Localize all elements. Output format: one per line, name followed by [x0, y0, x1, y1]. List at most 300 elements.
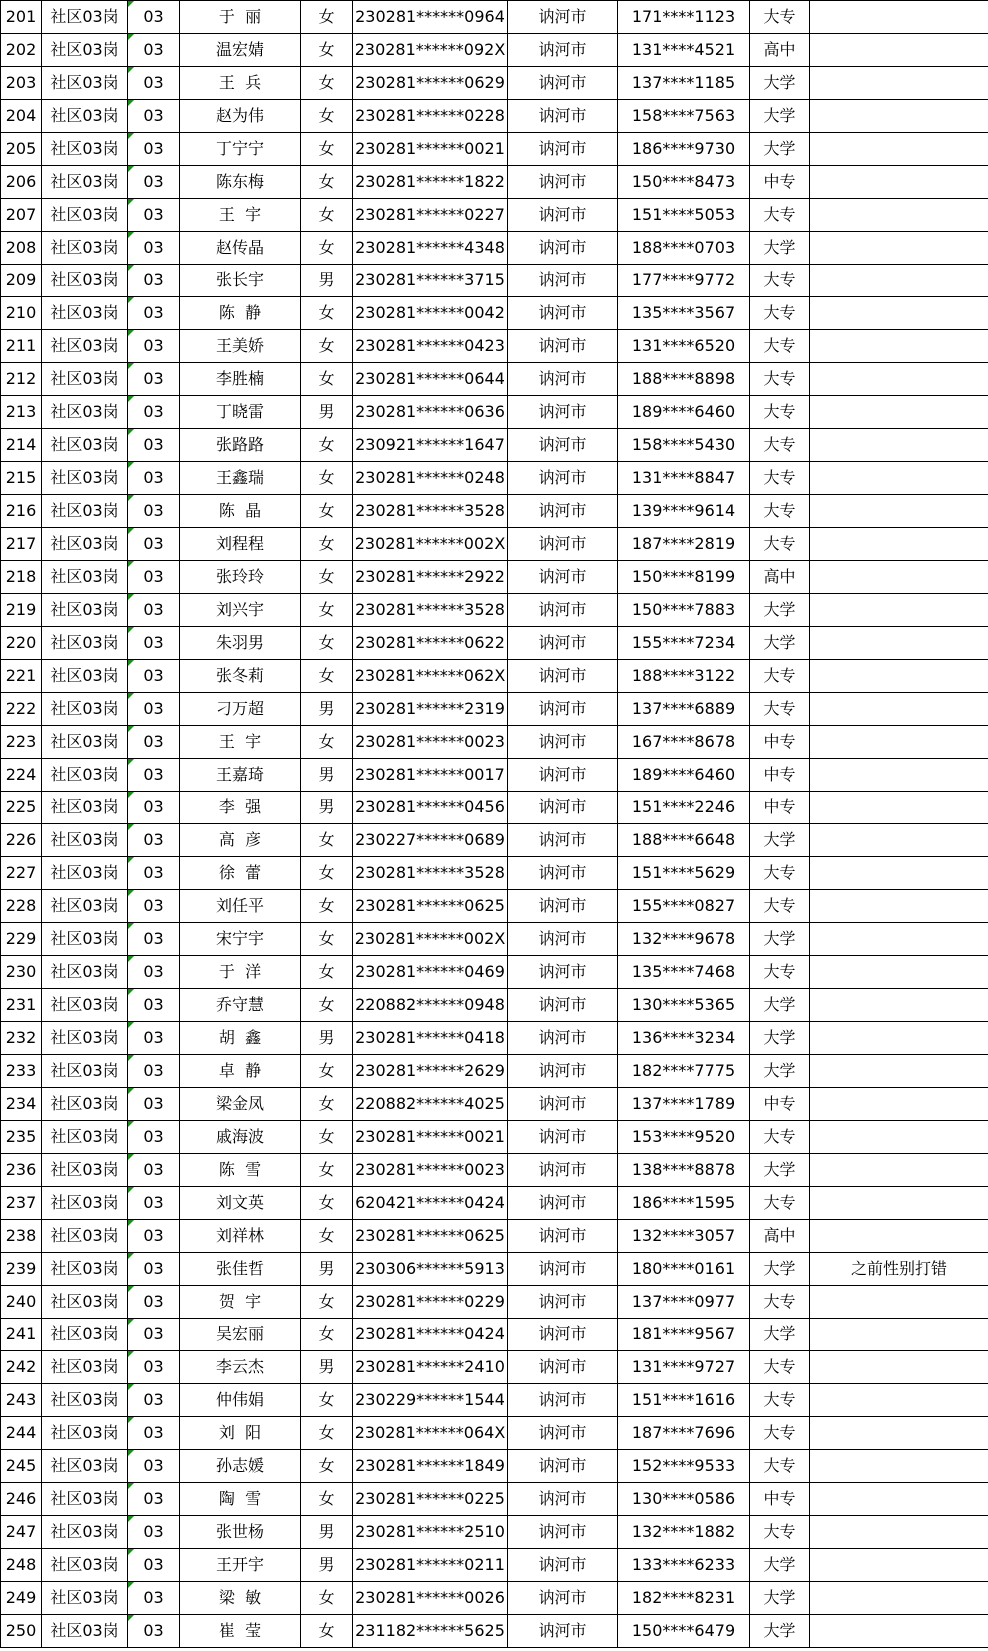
city-cell: 讷河市	[508, 330, 618, 363]
id-number-cell: 230281******0042	[353, 297, 508, 330]
education-cell: 中专	[750, 791, 810, 824]
phone-cell: 188****0703	[618, 231, 750, 264]
gender-cell: 男	[301, 1351, 353, 1384]
table-row	[1, 33, 988, 66]
post-name-cell: 社区03岗	[42, 626, 128, 659]
phone-cell: 133****6233	[618, 1549, 750, 1582]
city-cell: 讷河市	[508, 1614, 618, 1647]
post-name-cell: 社区03岗	[42, 1384, 128, 1417]
education-cell: 大学	[750, 1582, 810, 1615]
phone-cell: 130****5365	[618, 989, 750, 1022]
education-cell: 大专	[750, 890, 810, 923]
post-code-cell: 03	[128, 231, 180, 264]
row-number-cell: 246	[1, 1483, 42, 1516]
post-name-cell: 社区03岗	[42, 396, 128, 429]
person-name-cell: 高 彦	[180, 824, 301, 857]
person-name-cell: 张冬莉	[180, 659, 301, 692]
phone-cell: 139****9614	[618, 495, 750, 528]
id-number-cell: 230281******3528	[353, 593, 508, 626]
person-name-cell: 陈 静	[180, 297, 301, 330]
person-name-cell: 王 宇	[180, 725, 301, 758]
row-number-cell: 233	[1, 1055, 42, 1088]
row-number-cell: 234	[1, 1087, 42, 1120]
city-cell: 讷河市	[508, 528, 618, 561]
phone-cell: 150****7883	[618, 593, 750, 626]
id-number-cell: 230281******0021	[353, 1120, 508, 1153]
education-cell: 大学	[750, 1252, 810, 1285]
post-code-cell: 03	[128, 1219, 180, 1252]
gender-cell: 女	[301, 824, 353, 857]
table-row	[1, 429, 988, 462]
phone-cell: 188****8898	[618, 363, 750, 396]
row-number-cell: 243	[1, 1384, 42, 1417]
education-cell: 大专	[750, 495, 810, 528]
gender-cell: 女	[301, 1417, 353, 1450]
gender-cell: 女	[301, 1318, 353, 1351]
row-number-cell: 220	[1, 626, 42, 659]
gender-cell: 男	[301, 1252, 353, 1285]
remark-cell	[810, 692, 988, 725]
id-number-cell: 230281******0017	[353, 758, 508, 791]
phone-cell: 150****8199	[618, 560, 750, 593]
row-number-cell: 244	[1, 1417, 42, 1450]
education-cell: 大专	[750, 264, 810, 297]
id-number-cell: 230281******2922	[353, 560, 508, 593]
post-code-cell: 03	[128, 1022, 180, 1055]
id-number-cell: 230281******4348	[353, 231, 508, 264]
post-name-cell: 社区03岗	[42, 824, 128, 857]
city-cell: 讷河市	[508, 33, 618, 66]
post-name-cell: 社区03岗	[42, 923, 128, 956]
education-cell: 大专	[750, 1120, 810, 1153]
phone-cell: 189****6460	[618, 396, 750, 429]
gender-cell: 女	[301, 989, 353, 1022]
post-name-cell: 社区03岗	[42, 132, 128, 165]
post-code-cell: 03	[128, 1055, 180, 1088]
education-cell: 大专	[750, 1285, 810, 1318]
city-cell: 讷河市	[508, 1516, 618, 1549]
id-number-cell: 620421******0424	[353, 1186, 508, 1219]
person-name-cell: 张玲玲	[180, 560, 301, 593]
table-row	[1, 363, 988, 396]
gender-cell: 女	[301, 297, 353, 330]
city-cell: 讷河市	[508, 198, 618, 231]
post-name-cell: 社区03岗	[42, 297, 128, 330]
education-cell: 大专	[750, 1186, 810, 1219]
gender-cell: 女	[301, 890, 353, 923]
person-name-cell: 李 强	[180, 791, 301, 824]
row-number-cell: 212	[1, 363, 42, 396]
post-code-cell: 03	[128, 99, 180, 132]
city-cell: 讷河市	[508, 824, 618, 857]
person-name-cell: 卓 静	[180, 1055, 301, 1088]
remark-cell	[810, 198, 988, 231]
person-name-cell: 戚海波	[180, 1120, 301, 1153]
phone-cell: 158****7563	[618, 99, 750, 132]
id-number-cell: 230281******0023	[353, 725, 508, 758]
table-row	[1, 890, 988, 923]
education-cell: 大专	[750, 363, 810, 396]
table-row	[1, 1384, 988, 1417]
person-name-cell: 乔守慧	[180, 989, 301, 1022]
post-code-cell: 03	[128, 989, 180, 1022]
remark-cell	[810, 1022, 988, 1055]
table-row	[1, 1186, 988, 1219]
city-cell: 讷河市	[508, 1022, 618, 1055]
gender-cell: 女	[301, 99, 353, 132]
row-number-cell: 211	[1, 330, 42, 363]
city-cell: 讷河市	[508, 1055, 618, 1088]
person-name-cell: 李云杰	[180, 1351, 301, 1384]
education-cell: 大专	[750, 857, 810, 890]
education-cell: 大学	[750, 1614, 810, 1647]
remark-cell	[810, 824, 988, 857]
post-name-cell: 社区03岗	[42, 462, 128, 495]
row-number-cell: 218	[1, 560, 42, 593]
post-name-cell: 社区03岗	[42, 363, 128, 396]
phone-cell: 151****5053	[618, 198, 750, 231]
education-cell: 大专	[750, 429, 810, 462]
city-cell: 讷河市	[508, 1186, 618, 1219]
id-number-cell: 230281******0629	[353, 66, 508, 99]
remark-cell	[810, 1285, 988, 1318]
gender-cell: 女	[301, 1384, 353, 1417]
education-cell: 大学	[750, 824, 810, 857]
gender-cell: 女	[301, 495, 353, 528]
city-cell: 讷河市	[508, 297, 618, 330]
person-name-cell: 王 宇	[180, 198, 301, 231]
education-cell: 大专	[750, 1384, 810, 1417]
phone-cell: 187****2819	[618, 528, 750, 561]
phone-cell: 150****6479	[618, 1614, 750, 1647]
table-row	[1, 593, 988, 626]
remark-cell	[810, 1219, 988, 1252]
remark-cell	[810, 462, 988, 495]
education-cell: 大专	[750, 692, 810, 725]
remark-cell	[810, 1384, 988, 1417]
person-name-cell: 于 丽	[180, 1, 301, 34]
table-row	[1, 923, 988, 956]
city-cell: 讷河市	[508, 923, 618, 956]
education-cell: 中专	[750, 1087, 810, 1120]
phone-cell: 155****7234	[618, 626, 750, 659]
education-cell: 大学	[750, 626, 810, 659]
table-row	[1, 1318, 988, 1351]
post-code-cell: 03	[128, 1087, 180, 1120]
id-number-cell: 230227******0689	[353, 824, 508, 857]
remark-cell	[810, 758, 988, 791]
table-row	[1, 99, 988, 132]
phone-cell: 137****1185	[618, 66, 750, 99]
post-code-cell: 03	[128, 1285, 180, 1318]
table-row	[1, 297, 988, 330]
id-number-cell: 230281******3715	[353, 264, 508, 297]
phone-cell: 152****9533	[618, 1450, 750, 1483]
id-number-cell: 230281******0026	[353, 1582, 508, 1615]
post-code-cell: 03	[128, 1, 180, 34]
gender-cell: 男	[301, 791, 353, 824]
remark-cell	[810, 626, 988, 659]
table-row	[1, 1483, 988, 1516]
person-name-cell: 丁宁宁	[180, 132, 301, 165]
id-number-cell: 230281******0964	[353, 1, 508, 34]
person-name-cell: 宋宁宇	[180, 923, 301, 956]
row-number-cell: 205	[1, 132, 42, 165]
row-number-cell: 245	[1, 1450, 42, 1483]
city-cell: 讷河市	[508, 857, 618, 890]
person-name-cell: 李胜楠	[180, 363, 301, 396]
post-code-cell: 03	[128, 725, 180, 758]
post-name-cell: 社区03岗	[42, 1219, 128, 1252]
id-number-cell: 230281******1849	[353, 1450, 508, 1483]
row-number-cell: 217	[1, 528, 42, 561]
post-code-cell: 03	[128, 264, 180, 297]
post-code-cell: 03	[128, 330, 180, 363]
id-number-cell: 230281******0229	[353, 1285, 508, 1318]
education-cell: 大专	[750, 528, 810, 561]
id-number-cell: 230281******3528	[353, 857, 508, 890]
id-number-cell: 230306******5913	[353, 1252, 508, 1285]
remark-cell	[810, 1318, 988, 1351]
education-cell: 大学	[750, 1549, 810, 1582]
remark-cell	[810, 1351, 988, 1384]
post-code-cell: 03	[128, 363, 180, 396]
post-code-cell: 03	[128, 1549, 180, 1582]
post-code-cell: 03	[128, 1582, 180, 1615]
row-number-cell: 223	[1, 725, 42, 758]
post-name-cell: 社区03岗	[42, 165, 128, 198]
post-code-cell: 03	[128, 396, 180, 429]
phone-cell: 158****5430	[618, 429, 750, 462]
city-cell: 讷河市	[508, 791, 618, 824]
table-row	[1, 1285, 988, 1318]
row-number-cell: 201	[1, 1, 42, 34]
phone-cell: 188****6648	[618, 824, 750, 857]
education-cell: 高中	[750, 33, 810, 66]
id-number-cell: 230281******3528	[353, 495, 508, 528]
post-code-cell: 03	[128, 462, 180, 495]
id-number-cell: 230281******002X	[353, 528, 508, 561]
table-row	[1, 528, 988, 561]
education-cell: 大学	[750, 132, 810, 165]
remark-cell	[810, 363, 988, 396]
post-name-cell: 社区03岗	[42, 593, 128, 626]
post-code-cell: 03	[128, 626, 180, 659]
table-row	[1, 1417, 988, 1450]
phone-cell: 131****4521	[618, 33, 750, 66]
post-code-cell: 03	[128, 824, 180, 857]
post-code-cell: 03	[128, 1384, 180, 1417]
post-code-cell: 03	[128, 1516, 180, 1549]
person-name-cell: 陈 晶	[180, 495, 301, 528]
row-number-cell: 242	[1, 1351, 42, 1384]
id-number-cell: 230281******2319	[353, 692, 508, 725]
remark-cell	[810, 593, 988, 626]
row-number-cell: 225	[1, 791, 42, 824]
phone-cell: 180****0161	[618, 1252, 750, 1285]
education-cell: 大学	[750, 1055, 810, 1088]
table-row	[1, 165, 988, 198]
remark-cell	[810, 1120, 988, 1153]
post-name-cell: 社区03岗	[42, 560, 128, 593]
city-cell: 讷河市	[508, 725, 618, 758]
city-cell: 讷河市	[508, 758, 618, 791]
phone-cell: 186****1595	[618, 1186, 750, 1219]
post-name-cell: 社区03岗	[42, 1087, 128, 1120]
city-cell: 讷河市	[508, 1153, 618, 1186]
remark-cell	[810, 1450, 988, 1483]
post-code-cell: 03	[128, 1483, 180, 1516]
row-number-cell: 222	[1, 692, 42, 725]
phone-cell: 167****8678	[618, 725, 750, 758]
gender-cell: 女	[301, 1087, 353, 1120]
post-name-cell: 社区03岗	[42, 1582, 128, 1615]
post-code-cell: 03	[128, 857, 180, 890]
city-cell: 讷河市	[508, 165, 618, 198]
remark-cell	[810, 1153, 988, 1186]
gender-cell: 女	[301, 1055, 353, 1088]
post-code-cell: 03	[128, 66, 180, 99]
gender-cell: 女	[301, 1614, 353, 1647]
person-name-cell: 张佳哲	[180, 1252, 301, 1285]
table-row	[1, 396, 988, 429]
person-name-cell: 于 洋	[180, 956, 301, 989]
row-number-cell: 203	[1, 66, 42, 99]
education-cell: 大学	[750, 99, 810, 132]
table-row	[1, 462, 988, 495]
gender-cell: 女	[301, 1186, 353, 1219]
post-name-cell: 社区03岗	[42, 1450, 128, 1483]
person-name-cell: 吴宏丽	[180, 1318, 301, 1351]
post-code-cell: 03	[128, 198, 180, 231]
post-name-cell: 社区03岗	[42, 1614, 128, 1647]
table-row	[1, 1252, 988, 1285]
phone-cell: 187****7696	[618, 1417, 750, 1450]
table-row	[1, 1087, 988, 1120]
post-name-cell: 社区03岗	[42, 495, 128, 528]
table-row	[1, 692, 988, 725]
post-code-cell: 03	[128, 593, 180, 626]
remark-cell	[810, 33, 988, 66]
post-name-cell: 社区03岗	[42, 33, 128, 66]
post-name-cell: 社区03岗	[42, 791, 128, 824]
person-name-cell: 王 兵	[180, 66, 301, 99]
remark-cell	[810, 890, 988, 923]
row-number-cell: 224	[1, 758, 42, 791]
table-row	[1, 1351, 988, 1384]
table-row	[1, 758, 988, 791]
person-name-cell: 崔 莹	[180, 1614, 301, 1647]
education-cell: 大学	[750, 1318, 810, 1351]
id-number-cell: 230281******092X	[353, 33, 508, 66]
gender-cell: 男	[301, 758, 353, 791]
row-number-cell: 219	[1, 593, 42, 626]
post-name-cell: 社区03岗	[42, 1285, 128, 1318]
post-name-cell: 社区03岗	[42, 1055, 128, 1088]
phone-cell: 151****2246	[618, 791, 750, 824]
city-cell: 讷河市	[508, 363, 618, 396]
phone-cell: 131****9727	[618, 1351, 750, 1384]
post-code-cell: 03	[128, 495, 180, 528]
city-cell: 讷河市	[508, 1582, 618, 1615]
city-cell: 讷河市	[508, 462, 618, 495]
table-row	[1, 659, 988, 692]
remark-cell	[810, 264, 988, 297]
city-cell: 讷河市	[508, 396, 618, 429]
table-row	[1, 1450, 988, 1483]
table-row	[1, 1549, 988, 1582]
phone-cell: 136****3234	[618, 1022, 750, 1055]
education-cell: 大专	[750, 1, 810, 34]
phone-cell: 151****5629	[618, 857, 750, 890]
education-cell: 大专	[750, 330, 810, 363]
phone-cell: 189****6460	[618, 758, 750, 791]
gender-cell: 女	[301, 1285, 353, 1318]
phone-cell: 182****7775	[618, 1055, 750, 1088]
row-number-cell: 228	[1, 890, 42, 923]
id-number-cell: 230229******1544	[353, 1384, 508, 1417]
education-cell: 大学	[750, 1022, 810, 1055]
row-number-cell: 237	[1, 1186, 42, 1219]
id-number-cell: 230281******0636	[353, 396, 508, 429]
city-cell: 讷河市	[508, 1384, 618, 1417]
row-number-cell: 204	[1, 99, 42, 132]
remark-cell	[810, 99, 988, 132]
phone-cell: 188****3122	[618, 659, 750, 692]
gender-cell: 女	[301, 725, 353, 758]
gender-cell: 女	[301, 956, 353, 989]
city-cell: 讷河市	[508, 692, 618, 725]
city-cell: 讷河市	[508, 1087, 618, 1120]
post-name-cell: 社区03岗	[42, 1252, 128, 1285]
table-row	[1, 264, 988, 297]
row-number-cell: 241	[1, 1318, 42, 1351]
person-name-cell: 刘祥林	[180, 1219, 301, 1252]
id-number-cell: 230281******0456	[353, 791, 508, 824]
remark-cell	[810, 791, 988, 824]
gender-cell: 女	[301, 560, 353, 593]
post-code-cell: 03	[128, 165, 180, 198]
remark-cell	[810, 1516, 988, 1549]
table-row	[1, 725, 988, 758]
phone-cell: 150****8473	[618, 165, 750, 198]
id-number-cell: 230281******0023	[353, 1153, 508, 1186]
gender-cell: 女	[301, 1153, 353, 1186]
remark-cell	[810, 1087, 988, 1120]
post-name-cell: 社区03岗	[42, 956, 128, 989]
city-cell: 讷河市	[508, 593, 618, 626]
person-name-cell: 刘文英	[180, 1186, 301, 1219]
id-number-cell: 230281******0418	[353, 1022, 508, 1055]
city-cell: 讷河市	[508, 1318, 618, 1351]
gender-cell: 男	[301, 396, 353, 429]
education-cell: 大专	[750, 198, 810, 231]
phone-cell: 177****9772	[618, 264, 750, 297]
remark-cell	[810, 429, 988, 462]
person-name-cell: 王鑫瑞	[180, 462, 301, 495]
table-row	[1, 791, 988, 824]
phone-cell: 131****8847	[618, 462, 750, 495]
remark-cell	[810, 1186, 988, 1219]
row-number-cell: 213	[1, 396, 42, 429]
post-name-cell: 社区03岗	[42, 989, 128, 1022]
row-number-cell: 221	[1, 659, 42, 692]
post-name-cell: 社区03岗	[42, 1153, 128, 1186]
post-code-cell: 03	[128, 1153, 180, 1186]
remark-cell	[810, 1582, 988, 1615]
phone-cell: 181****9567	[618, 1318, 750, 1351]
city-cell: 讷河市	[508, 231, 618, 264]
